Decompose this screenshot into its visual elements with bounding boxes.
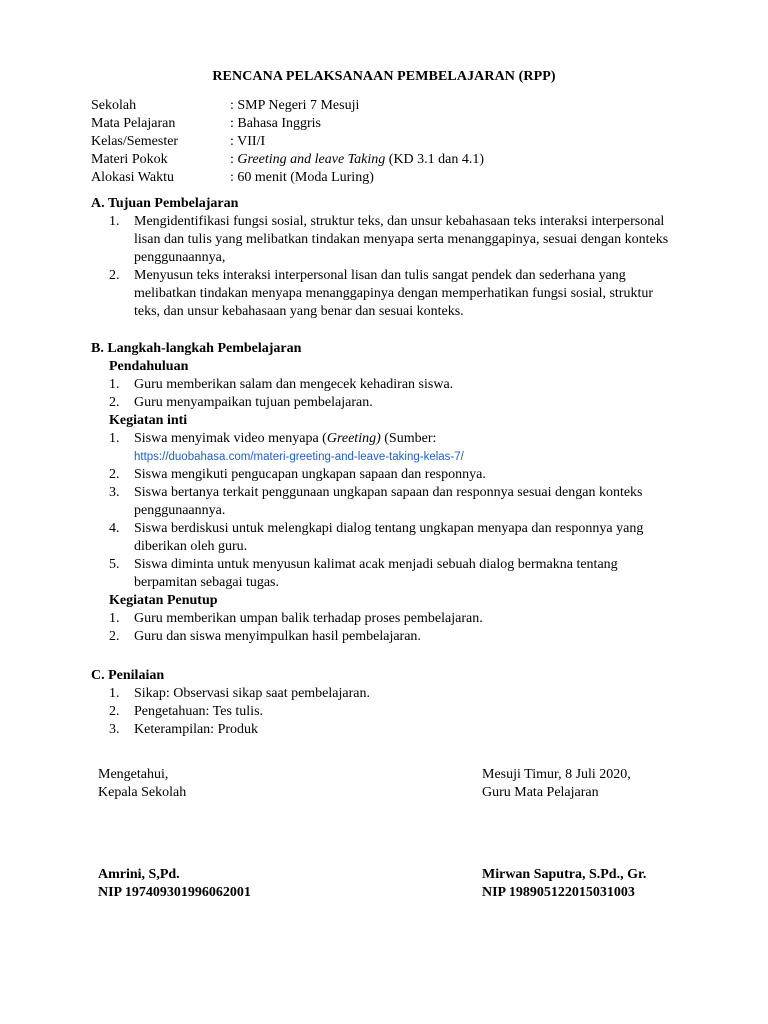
list-item: [91, 556, 691, 592]
info-label: Kelas/Semester: [91, 134, 179, 149]
item-text: Siswa diminta untuk menyusun kalimat acak menjadi sebuah dialog bermakna tentang berpamitan sebagai tugas.: [134, 557, 618, 590]
item-text-italic: Greeting): [326, 431, 381, 446]
section-langkah: [91, 340, 691, 646]
item-number: 1.: [109, 611, 120, 626]
signature-right-header: [482, 766, 631, 802]
list-item: [91, 394, 691, 412]
item-text: Pengetahuan: Tes tulis.: [134, 704, 264, 719]
item-number: 1.: [109, 377, 120, 392]
signature-left-line2: Kepala Sekolah: [98, 785, 187, 800]
item-number: 3.: [109, 485, 120, 500]
item-text: Siswa mengikuti pengucapan ungkapan sapaan dan responnya.: [134, 467, 486, 482]
list-item: [91, 213, 691, 267]
item-number: 2.: [109, 629, 120, 644]
item-number: 1.: [109, 214, 120, 229]
list-item: [91, 430, 691, 466]
signature-left-name: Amrini, S,Pd.: [98, 867, 180, 882]
list-item: [91, 721, 691, 739]
signature-left-header: [98, 766, 186, 802]
subheading-kegiatan-penutup: Kegiatan Penutup: [109, 593, 218, 608]
item-text: Siswa berdiskusi untuk melengkapi dialog tentang ungkapan menyapa dan responnya yang diberikan oleh guru.: [134, 521, 644, 554]
item-text: Sikap: Observasi sikap saat pembelajaran.: [134, 686, 370, 701]
section-heading: A. Tujuan Pembelajaran: [91, 196, 239, 211]
item-text: Guru memberikan salam dan mengecek kehadiran siswa.: [134, 377, 454, 392]
item-text: Siswa bertanya terkait penggunaan ungkapan sapaan dan responnya sesuai dengan konteks penggunaannya.: [134, 485, 643, 518]
info-label: Sekolah: [91, 98, 137, 113]
source-link[interactable]: https://duobahasa.com/materi-greeting-and-leave-taking-kelas-7/: [134, 451, 464, 463]
info-value: : Bahasa Inggris: [230, 116, 321, 131]
list-item: [91, 376, 691, 394]
subheading-kegiatan-inti: Kegiatan inti: [109, 413, 188, 428]
list-item: [91, 466, 691, 484]
subheading-pendahuluan: Pendahuluan: [109, 359, 189, 374]
signature-left-name-block: [98, 866, 251, 902]
list-item: [91, 267, 691, 321]
signature-left-nip: NIP 197409301996062001: [98, 885, 251, 900]
info-label: Materi Pokok: [91, 152, 168, 167]
info-value: [230, 151, 484, 169]
item-number: 2.: [109, 467, 120, 482]
section-penilaian: [91, 667, 691, 739]
list-item: [91, 703, 691, 721]
info-label: Alokasi Waktu: [91, 170, 174, 185]
section-heading: C. Penilaian: [91, 668, 165, 683]
item-text: Guru dan siswa menyimpulkan hasil pembelajaran.: [134, 629, 421, 644]
signature-right-line2: Guru Mata Pelajaran: [482, 785, 599, 800]
item-text: Keterampilan: Produk: [134, 722, 259, 737]
item-text-prefix: Siswa menyimak video menyapa (: [134, 431, 327, 446]
list-item: [91, 628, 691, 646]
item-text: Guru menyampaikan tujuan pembelajaran.: [134, 395, 373, 410]
item-number: 4.: [109, 521, 120, 536]
list-item: [91, 610, 691, 628]
topic-italic: Greeting and leave Taking: [237, 152, 386, 167]
info-label: Mata Pelajaran: [91, 116, 176, 131]
list-item: [91, 520, 691, 556]
item-number: 1.: [109, 686, 120, 701]
section-heading: B. Langkah-langkah Pembelajaran: [91, 341, 302, 356]
section-tujuan: [91, 195, 691, 321]
item-text-suffix: (Sumber:: [380, 431, 437, 446]
signature-right-name: Mirwan Saputra, S.Pd., Gr.: [482, 867, 647, 882]
item-text: Menyusun teks interaksi interpersonal lisan dan tulis sangat pendek dan sederhana yang melibatkan tindakan menyapa menanggapinya dengan memperhatikan fungsi sosial, struktur teks, dan unsur kebahasaan yang benar dan sesuai konteks.: [134, 268, 654, 319]
info-value: : VII/I: [230, 134, 266, 149]
topic-prefix: :: [230, 152, 238, 167]
item-number: 2.: [109, 704, 120, 719]
item-number: 5.: [109, 557, 120, 572]
info-value: : 60 menit (Moda Luring): [230, 170, 374, 185]
topic-suffix: (KD 3.1 dan 4.1): [385, 152, 485, 167]
item-text: Guru memberikan umpan balik terhadap proses pembelajaran.: [134, 611, 483, 626]
signature-right-line1: Mesuji Timur, 8 Juli 2020,: [482, 767, 631, 782]
list-item: [91, 685, 691, 703]
item-number: 3.: [109, 722, 120, 737]
item-text: [134, 430, 674, 466]
signature-right-nip: NIP 198905122015031003: [482, 885, 635, 900]
info-value: : SMP Negeri 7 Mesuji: [230, 98, 360, 113]
signature-right-name-block: [482, 866, 646, 902]
item-text: Mengidentifikasi fungsi sosial, struktur teks, dan unsur kebahasaan teks interaksi interpersonal lisan dan tulis yang melibatkan tindakan menyapa serta menanggapinya, sesuai dengan konteks penggunaannya,: [134, 214, 669, 265]
document-title: RENCANA PELAKSANAAN PEMBELAJARAN (RPP): [212, 69, 556, 84]
item-number: 2.: [109, 395, 120, 410]
list-item: [91, 484, 691, 520]
signature-left-line1: Mengetahui,: [98, 767, 169, 782]
item-number: 2.: [109, 268, 120, 283]
item-number: 1.: [109, 431, 120, 446]
